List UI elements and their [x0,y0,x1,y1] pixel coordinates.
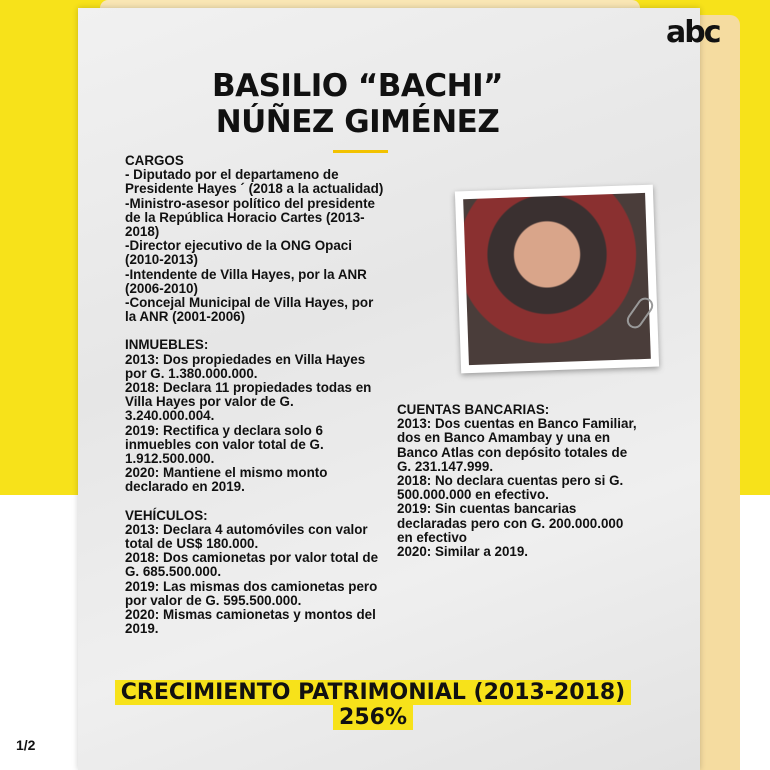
vehiculos-heading: VEHÍCULOS: [125,507,208,523]
inmueble-item: 2020: Mantiene el mismo monto declarado en 2019. [125,465,328,495]
vehiculo-item: 2019: Las mismas dos camionetas pero por valor de G. 595.500.000. [125,578,378,608]
banner-value: 256% [333,705,413,730]
vehiculo-item: 2020: Mismas camionetas y montos del 2019. [125,607,376,637]
cargo-item: -Ministro-asesor político del presidente de la República Horacio Cartes (2013-2018) [125,195,376,240]
title-line-1: BASILIO “BACHI” [211,68,503,104]
cargos-heading: CARGOS [125,153,184,168]
cargo-item: -Concejal Municipal de Villa Hayes, por la ANR (2001-2006) [125,295,374,325]
cuenta-item: 2020: Similar a 2019. [397,544,529,560]
vehiculo-item: 2018: Dos camionetas por valor total de G. 685.500.000. [125,550,379,580]
cuentas-heading: CUENTAS BANCARIAS: [397,402,550,417]
cuenta-item: 2013: Dos cuentas en Banco Familiar, dos en Banco Amambay y una en Banco Atlas con depósito totales de G. 231.147.999. [397,416,637,474]
cargo-item: -Director ejecutivo de la ONG Opaci (2010-2013) [125,238,352,268]
vehiculo-item: 2013: Declara 4 automóviles con valor total de US$ 180.000. [125,521,368,552]
right-column [397,403,637,559]
inmuebles-heading: INMUEBLES: [125,337,209,353]
page-indicator: 1/2 [16,737,36,753]
page-title [150,68,565,140]
inmueble-item: 2018: Declara 11 propiedades todas en Villa Hayes por valor de G. 3.240.000.004. [125,380,372,424]
inmueble-item: 2013: Dos propiedades en Villa Hayes por G. 1.380.000.000. [125,351,366,381]
portrait-photo [455,185,659,374]
cargo-item: - Diputado por el departameno de Presidente Hayes ´ (2018 a la actualidad) [125,167,384,197]
growth-banner [113,680,633,732]
left-column [125,154,385,637]
abc-logo: abc [666,15,720,50]
cargo-item: -Intendente de Villa Hayes, por la ANR (2006-2010) [125,266,367,296]
inmueble-item: 2019: Rectifica y declara solo 6 inmuebles con valor total de G. 1.912.500.000. [125,422,324,467]
cuenta-item: 2019: Sin cuentas bancarias declaradas pero con G. 200.000.000 en efectivo [397,501,624,545]
title-underline [333,150,388,153]
title-line-2: NÚÑEZ GIMÉNEZ [215,104,500,140]
cuenta-item: 2018: No declara cuentas pero si G. 500.000.000 en efectivo. [397,473,624,503]
banner-title: CRECIMIENTO PATRIMONIAL (2013-2018) [115,680,632,705]
